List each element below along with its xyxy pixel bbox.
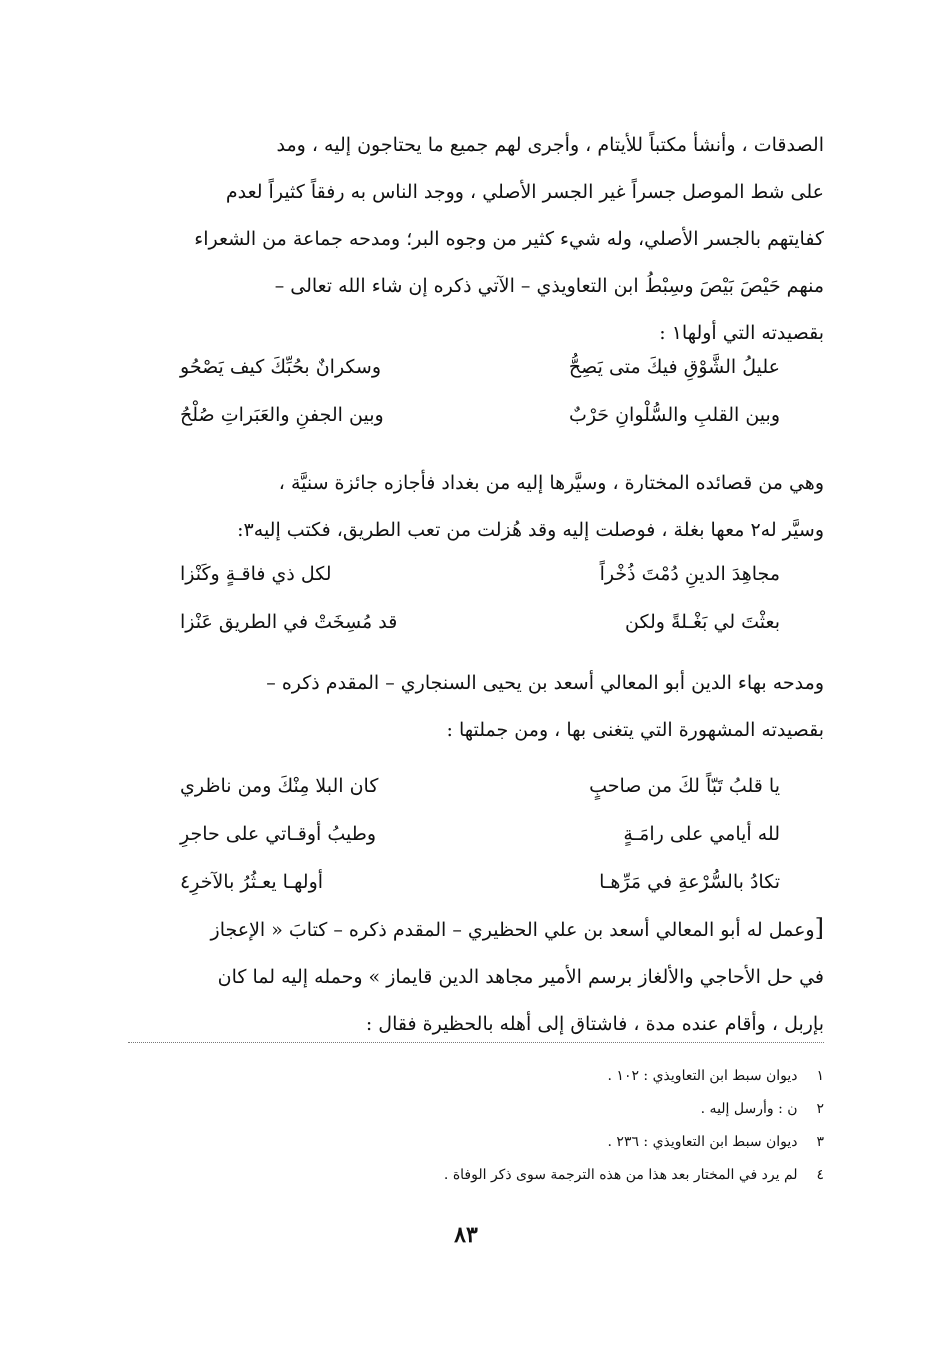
footnote bbox=[200, 1159, 824, 1192]
verse-line bbox=[180, 810, 780, 858]
verse-first-hemistich: عليلُ الشَّوْقِ فيكَ متى يَصِحُّ bbox=[568, 356, 780, 378]
verse-line bbox=[180, 762, 780, 810]
text-line: منهم حَيْصَ بَيْصَ وسِبْطُ ابن التعاويذي – الآتي ذكره إن شاء الله تعالى – bbox=[274, 275, 824, 297]
verse-second-hemistich: وسكرانٌ بحُبِّكَ كيف يَصْحُو bbox=[180, 356, 382, 378]
footnote-text: لم يرد في المختار بعد هذا من هذه الترجمة سوى ذكر الوفاة . bbox=[443, 1167, 798, 1183]
footnotes bbox=[200, 1060, 824, 1192]
text-line: على شط الموصل جسراً غير الجسر الأصلي ، ووجد الناس به رفقاً كثيراً لعدم bbox=[225, 181, 824, 203]
verse-first-hemistich: وبين القلبِ والسُّلْوانِ حَرْبٌ bbox=[568, 404, 780, 426]
text-line bbox=[124, 905, 824, 954]
verse-second-hemistich: وبين الجفنِ والعَبَراتِ صُلْحُ bbox=[180, 404, 384, 426]
paragraph-2 bbox=[124, 460, 824, 554]
footnote-number: ٣ bbox=[816, 1134, 824, 1150]
verse-line bbox=[180, 598, 780, 646]
paragraph-4 bbox=[124, 905, 824, 1048]
text-line: بقصيدته التي أولها١ : bbox=[659, 322, 824, 344]
footnote-number: ٢ bbox=[816, 1101, 824, 1117]
paragraph-3 bbox=[124, 660, 824, 754]
text-line: في حل الأحاجي والألغاز برسم الأمير مجاهد الدين قايماز » وحمله إليه لما كان bbox=[217, 966, 824, 988]
verse-first-hemistich: يا قلبُ تَبّاً لكَ من صاحبٍ bbox=[589, 775, 780, 797]
verse-second-hemistich: أولهـا يعـثُرُ بالآخرِ٤ bbox=[180, 871, 324, 893]
footnote bbox=[200, 1126, 824, 1159]
verse-block-2 bbox=[180, 550, 780, 646]
text-line: كفايتهم بالجسر الأصلي، وله شيء كثير من وجوه البر؛ ومدحه جماعة من الشعراء bbox=[194, 228, 824, 250]
text-line: بإربل ، وأقام عنده مدة ، فاشتاق إلى أهله بالحظيرة فقال : bbox=[365, 1013, 824, 1035]
verse-line bbox=[180, 550, 780, 598]
page-number: ٨٣ bbox=[454, 1222, 478, 1248]
verse-first-hemistich: بعثْتَ لي بَغْـلةً ولكن bbox=[624, 611, 780, 633]
footnote-text: ديوان سبط ابن التعاويذي : ١٠٢ . bbox=[607, 1068, 798, 1084]
paragraph-1 bbox=[124, 122, 824, 357]
verse-second-hemistich: لكل ذي فاقـةٍ وكَنْزا bbox=[180, 563, 332, 585]
verse-line bbox=[180, 858, 780, 906]
text-line: بقصيدته المشهورة التي يتغنى بها ، ومن جملتها : bbox=[446, 719, 824, 741]
footnote-text: ن : وأرسل إليه . bbox=[700, 1101, 798, 1117]
verse-line bbox=[180, 343, 780, 391]
verse-block-1 bbox=[180, 343, 780, 439]
text-line: وسيَّر له٢ معها بغلة ، فوصلت إليه وقد هُزلت من تعب الطريق، فكتب إليه٣: bbox=[237, 519, 824, 541]
text-line: وهي من قصائده المختارة ، وسيَّرها إليه من بغداد فأجازه جائزة سنيَّة ، bbox=[278, 472, 824, 494]
footnote-number: ١ bbox=[816, 1068, 824, 1084]
verse-second-hemistich: كان البلا مِنْكَ ومن ناظري bbox=[180, 775, 379, 797]
verse-first-hemistich: لله أيامي على رامَـةٍ bbox=[623, 823, 780, 845]
text-line: ومدحه بهاء الدين أبو المعالي أسعد بن يحيى السنجاري – المقدم ذكره – bbox=[266, 672, 824, 694]
footnote-text: ديوان سبط ابن التعاويذي : ٢٣٦ . bbox=[607, 1134, 798, 1150]
footnote bbox=[200, 1093, 824, 1126]
text-line: الصدقات ، وأنشأ مكتباً للأيتام ، وأجرى لهم جميع ما يحتاجون إليه ، ومد bbox=[276, 134, 824, 156]
footnote-separator bbox=[128, 1042, 824, 1043]
footnote bbox=[200, 1060, 824, 1093]
verse-second-hemistich: وطيبُ أوقـاتي على حاجرِ bbox=[180, 823, 377, 845]
verse-second-hemistich: قد مُسِخَتْ في الطريق عَنْزا bbox=[180, 611, 398, 633]
verse-block-3 bbox=[180, 762, 780, 906]
text-line-content: وعمل له أبو المعالي أسعد بن علي الحظيري – المقدم ذكره – كتابَ « الإعجاز bbox=[210, 919, 815, 941]
editorial-bracket: [ bbox=[814, 914, 824, 942]
footnote-number: ٤ bbox=[816, 1167, 824, 1183]
verse-first-hemistich: مجاهِدَ الدينِ دُمْتَ ذُخْراً bbox=[599, 563, 780, 585]
verse-first-hemistich: تكادُ بالسُّرْعةِ في مَرِّهـا bbox=[599, 871, 780, 893]
verse-line bbox=[180, 391, 780, 439]
